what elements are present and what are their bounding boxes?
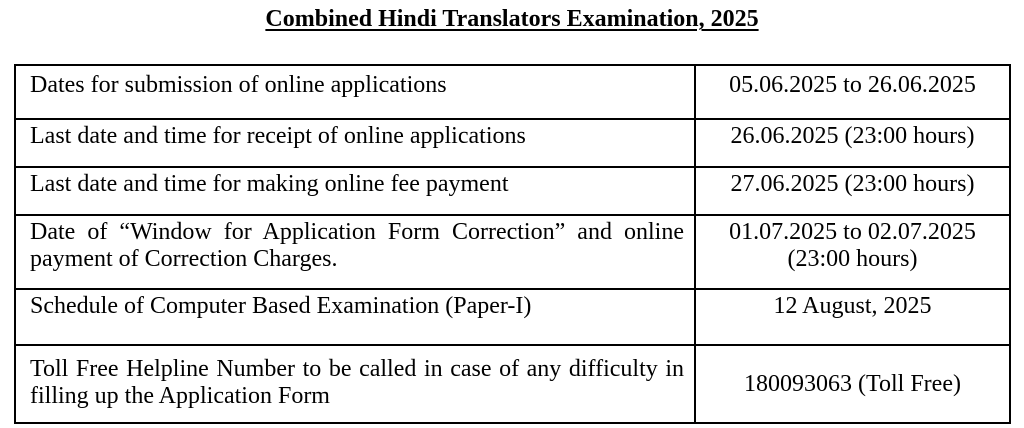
event-text: Schedule of Computer Based Examination (Paper-I) <box>30 293 532 319</box>
date-text: 01.07.2025 to 02.07.2025 (23:00 hours) <box>729 219 976 272</box>
date-text: 180093063 (Toll Free) <box>744 370 961 397</box>
table-row <box>15 289 1010 345</box>
date-cell <box>695 289 1010 345</box>
date-cell <box>695 215 1010 289</box>
date-text: 05.06.2025 to 26.06.2025 <box>729 72 976 98</box>
event-cell <box>15 215 695 289</box>
event-text: Last date and time for making online fee payment <box>30 171 509 197</box>
event-cell <box>15 345 695 423</box>
date-cell <box>695 65 1010 119</box>
date-text: 12 August, 2025 <box>773 293 932 319</box>
event-text: Last date and time for receipt of online applications <box>30 123 526 149</box>
schedule-table <box>14 64 1011 424</box>
date-cell <box>695 345 1010 423</box>
date-text: 27.06.2025 (23:00 hours) <box>730 171 975 197</box>
table-row <box>15 167 1010 215</box>
document-title <box>0 4 1024 34</box>
document-title-text: Combined Hindi Translators Examination, 2025 <box>265 6 759 32</box>
event-text: Toll Free Helpline Number to be called in case of any difficulty in filling up the Application Form <box>30 356 684 409</box>
table-row <box>15 345 1010 423</box>
date-cell <box>695 167 1010 215</box>
table-row <box>15 65 1010 119</box>
event-cell <box>15 119 695 167</box>
event-text: Dates for submission of online applications <box>30 72 447 98</box>
date-text: 26.06.2025 (23:00 hours) <box>730 123 975 149</box>
date-cell <box>695 119 1010 167</box>
table-row <box>15 119 1010 167</box>
event-text: Date of “Window for Application Form Correction” and online payment of Correction Charges. <box>30 219 684 272</box>
event-cell <box>15 167 695 215</box>
event-cell <box>15 65 695 119</box>
table-row <box>15 215 1010 289</box>
event-cell <box>15 289 695 345</box>
